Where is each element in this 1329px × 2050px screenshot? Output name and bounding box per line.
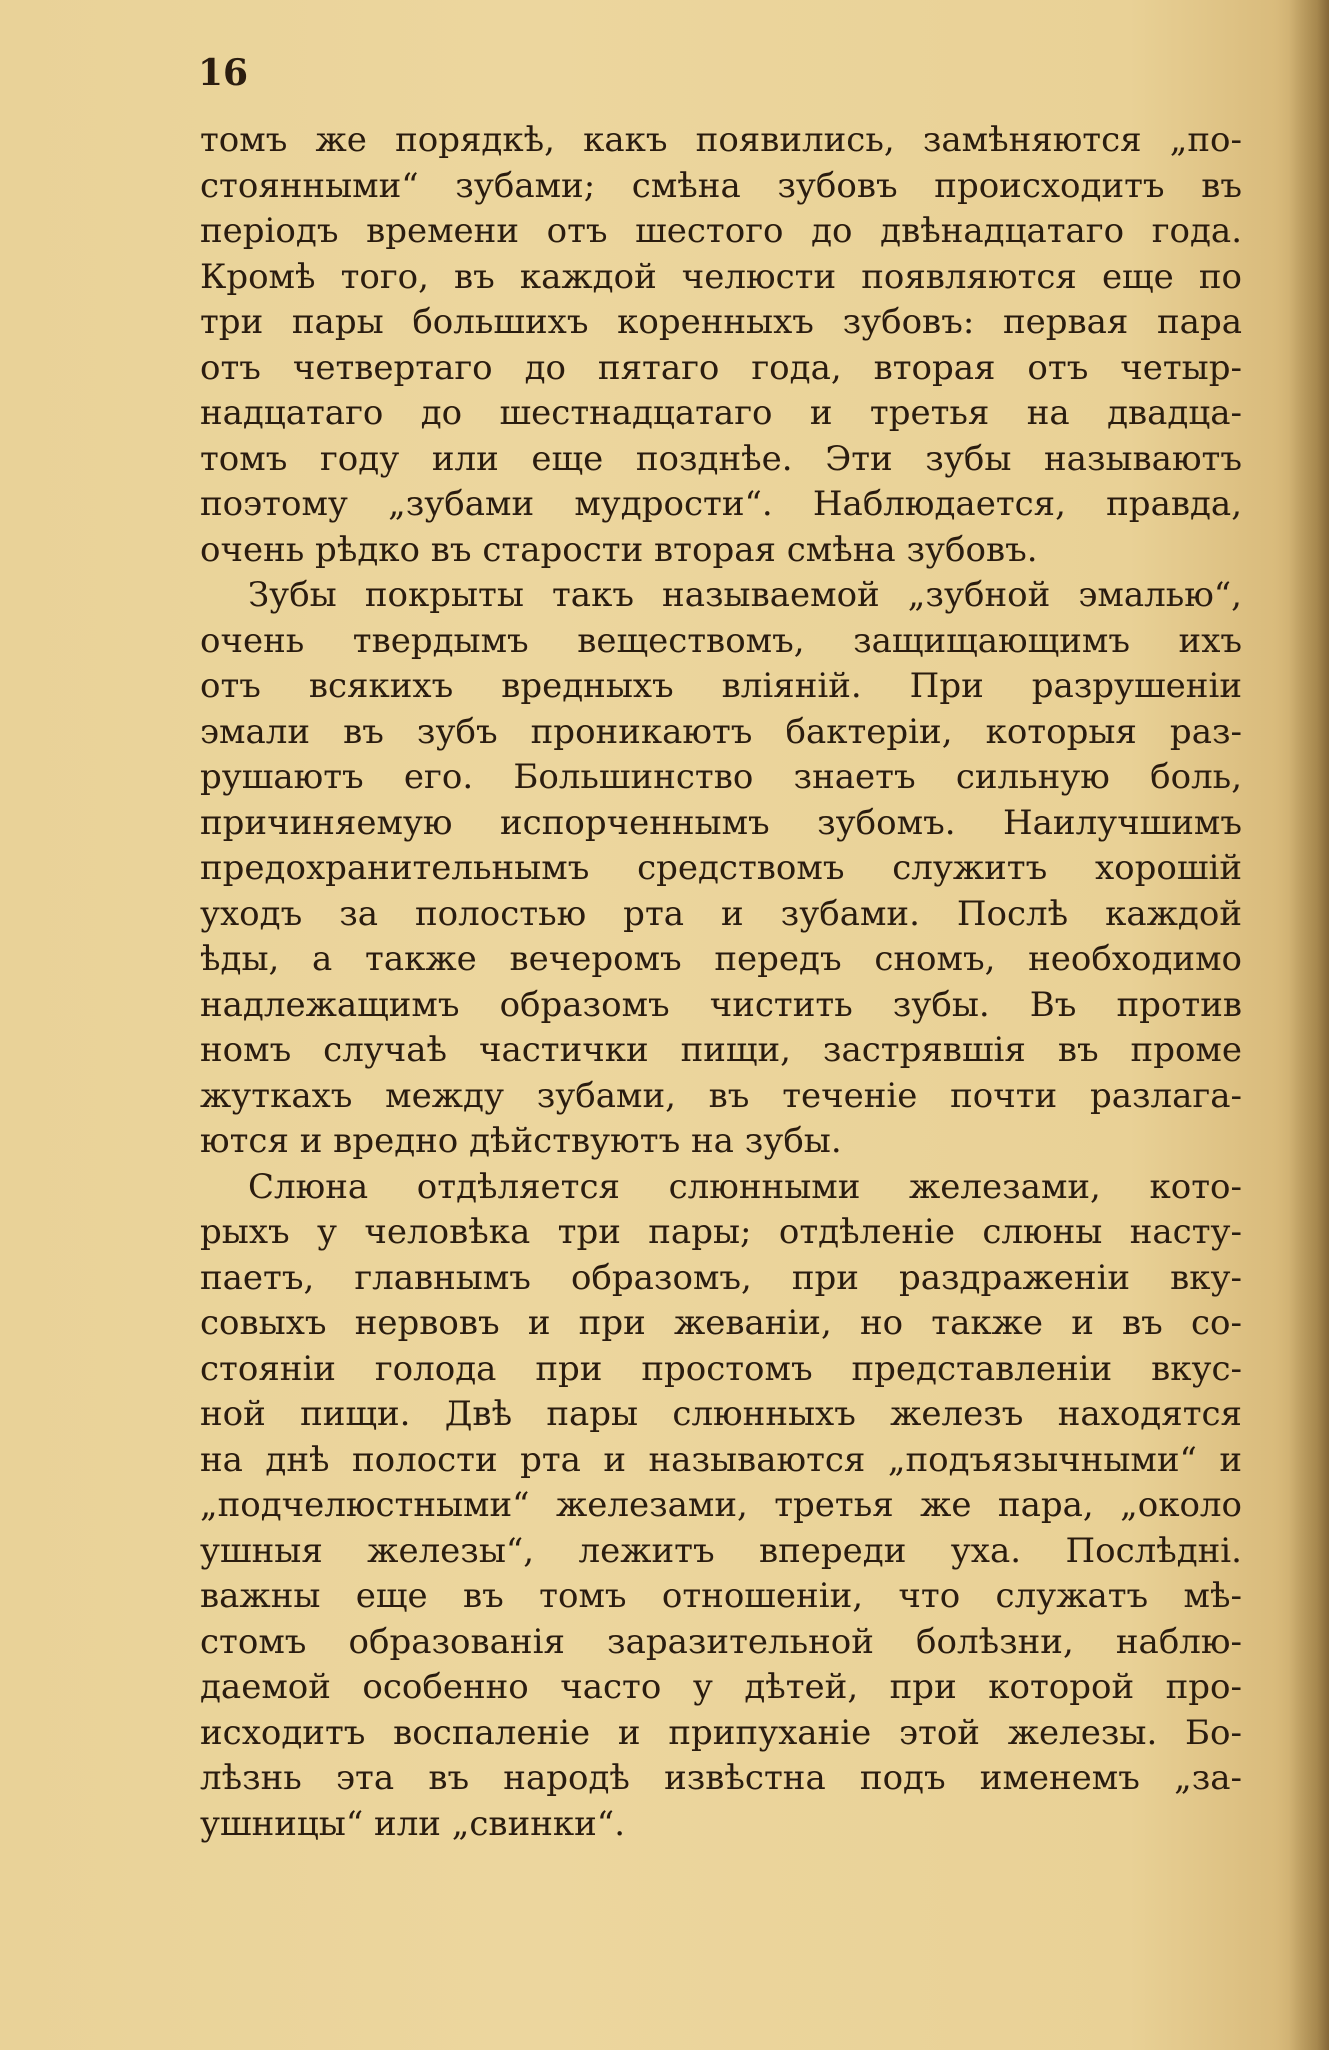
paragraph [200, 1165, 1242, 1848]
text-line: стояніи голода при простомъ представленіи вкус- [200, 1348, 1242, 1389]
text-line: томъ же порядкѣ, какъ появились, замѣняются „по- [200, 120, 1242, 160]
paragraph [200, 118, 1242, 573]
text-line: Зубы покрыты такъ называемой „зубной эмалью“, [248, 575, 1242, 615]
text-line: паетъ, главнымъ образомъ, при раздраженіи вку- [200, 1257, 1242, 1298]
text-line: Кромѣ того, въ каждой челюсти появляются еще по [200, 256, 1242, 297]
text-line: „подчелюстными“ железами, третья же пара, „около [200, 1485, 1242, 1525]
text-line: отъ четвертаго до пятаго года, вторая отъ четыр- [200, 347, 1242, 388]
text-line: очень рѣдко въ старости вторая смѣна зубовъ. [200, 529, 1038, 570]
page-number: 16 [198, 52, 249, 94]
text-line: лѣзнь эта въ народѣ извѣстна подъ именемъ „за- [200, 1758, 1242, 1798]
text-line: ушницы“ или „свинки“. [200, 1803, 625, 1844]
text-line: жуткахъ между зубами, въ теченіе почти разлага- [200, 1075, 1242, 1116]
page-edge-shadow [1289, 0, 1329, 2050]
text-line: эмали въ зубъ проникаютъ бактеріи, которыя раз- [200, 711, 1242, 752]
text-line: стоянными“ зубами; смѣна зубовъ происходитъ въ [200, 165, 1242, 206]
paragraph [200, 573, 1242, 1165]
text-line: рыхъ у человѣка три пары; отдѣленіе слюны насту- [200, 1212, 1242, 1252]
text-line: ной пищи. Двѣ пары слюнныхъ железъ находятся [200, 1394, 1242, 1434]
text-line: періодъ времени отъ шестого до двѣнадцатаго года. [200, 211, 1242, 251]
text-line: уходъ за полостью рта и зубами. Послѣ каждой [200, 893, 1242, 934]
text-line: важны еще въ томъ отношеніи, что служатъ мѣ- [200, 1576, 1242, 1616]
text-line: очень твердымъ веществомъ, защищающимъ ихъ [200, 620, 1242, 661]
text-line: отъ всякихъ вредныхъ вліяній. При разрушеніи [200, 666, 1242, 706]
text-line: поэтому „зубами мудрости“. Наблюдается, правда, [200, 484, 1242, 524]
body-text [200, 118, 1242, 1847]
text-line: три пары большихъ коренныхъ зубовъ: первая пара [200, 302, 1242, 342]
text-line: надлежащимъ образомъ чистить зубы. Въ против [200, 984, 1242, 1025]
text-line: ѣды, а также вечеромъ передъ сномъ, необходимо [200, 939, 1242, 979]
text-line: исходитъ воспаленіе и припуханіе этой железы. Бо- [200, 1712, 1242, 1753]
text-line: Слюна отдѣляется слюнными железами, кото- [248, 1166, 1242, 1207]
text-line: рушаютъ его. Большинство знаетъ сильную боль, [200, 757, 1242, 797]
text-line: надцатаго до шестнадцатаго и третья на двадца- [200, 393, 1242, 433]
text-line: причиняемую испорченнымъ зубомъ. Наилучшимъ [200, 802, 1242, 843]
text-line: на днѣ полости рта и называются „подъязычными“ и [200, 1439, 1242, 1480]
text-line: совыхъ нервовъ и при жеваніи, но также и въ со- [200, 1303, 1242, 1343]
text-line: даемой особенно часто у дѣтей, при которой про- [200, 1667, 1242, 1707]
text-line: ушныя железы“, лежитъ впереди уха. Послѣдні. [200, 1530, 1242, 1571]
text-line: стомъ образованія заразительной болѣзни, наблю- [200, 1621, 1242, 1662]
text-line: предохранительнымъ средствомъ служитъ хорошій [200, 848, 1242, 888]
text-line: томъ году или еще позднѣе. Эти зубы называютъ [200, 438, 1242, 479]
text-line: ются и вредно дѣйствуютъ на зубы. [200, 1121, 842, 1161]
text-line: номъ случаѣ частички пищи, застрявшія въ проме [200, 1030, 1242, 1070]
